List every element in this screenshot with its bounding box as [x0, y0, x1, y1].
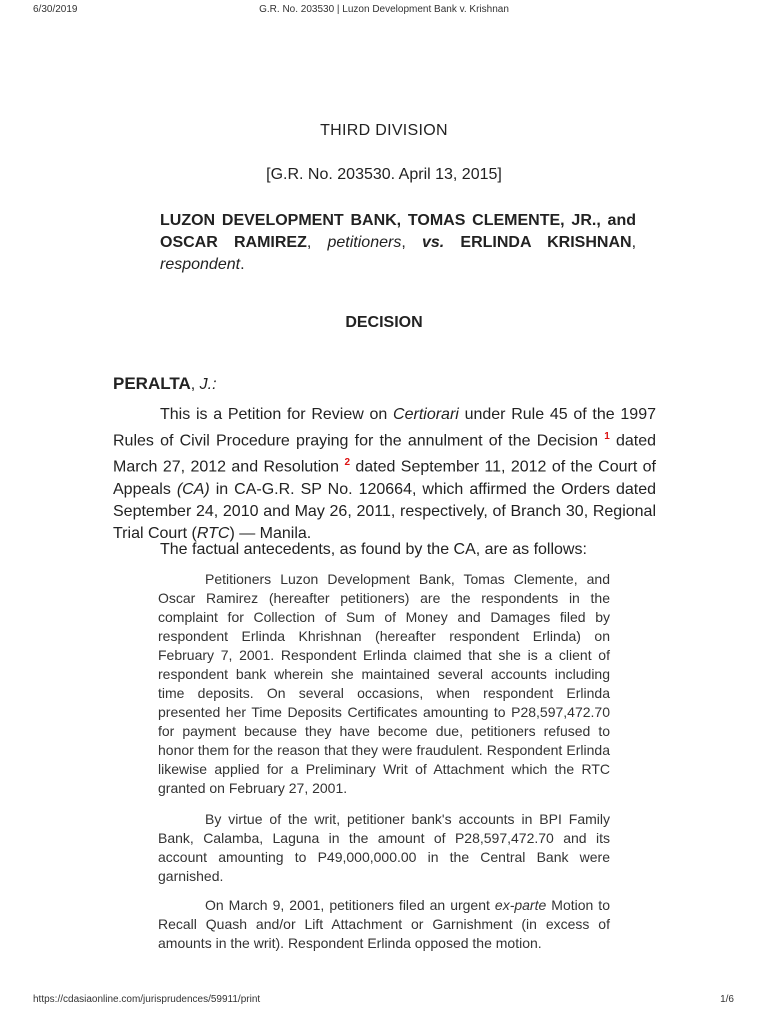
footnote-link-1[interactable]: 1 [604, 431, 610, 442]
quote-paragraph-2 [158, 810, 610, 886]
print-url[interactable]: https://cdasiaonline.com/jurisprudences/59911/print [33, 994, 261, 1005]
quote-paragraph-3 [158, 896, 610, 953]
text-run: in CA-G.R. SP No. 120664, which affirmed the Orders dated September 24, 2010 and May 26, 2011, respectively, of Branch 30, Regional Trial Court ( [113, 480, 657, 542]
text-run: On March 9, 2001, petitioners filed an urgent [205, 897, 495, 913]
text-run: (CA) [176, 480, 210, 498]
text-run: RTC [196, 524, 230, 542]
case-parties: LUZON DEVELOPMENT BANK, TOMAS CLEMENTE, JR., and OSCAR RAMIREZ, petitioners, vs. ERLINDA KRISHNAN, respondent. [160, 212, 637, 273]
text-run: dated September 11, 2012 of the Court of Appeals [113, 458, 656, 498]
opening-paragraph [113, 404, 656, 545]
page-number: 1/6 [720, 994, 734, 1005]
respondent-name: ERLINDA KRISHNAN [460, 234, 632, 251]
quote-text: Petitioners Luzon Development Bank, Tomas Clemente, and Oscar Ramirez (hereafter petitioners) are the respondents in the complaint for Collection of Sum of Money and Damages filed by respondent Erlinda Khrishnan (hereafter respondent Erlinda) on February 7, 2001. Respondent Erlinda claimed that she is a client of respondent bank wherein she maintained several accounts including time deposits. On several occasions, when respondent Erlinda presented her Time Deposits Certificates amounting to P28,597,472.70 for payment because they have become due, petitioners refused to honor them for the reason that they were fraudulent. Respondent Erlinda likewise applied for a Preliminary Writ of Attachment which the RTC granted on February 27, 2001. [158, 571, 610, 796]
print-title: G.R. No. 203530 | Luzon Development Bank v. Krishnan [259, 4, 509, 15]
text-run: dated March 27, 2012 and Resolution [113, 432, 657, 476]
case-number: [G.R. No. 203530. April 13, 2015] [266, 166, 502, 183]
quote-text: By virtue of the writ, petitioner bank's accounts in BPI Family Bank, Calamba, Laguna in the amount of P28,597,472.70 and its account amounting to P49,000,000.00 in the Central Bank were garnished. [158, 811, 610, 884]
division-heading: THIRD DIVISION [320, 122, 448, 139]
print-date: 6/30/2019 [33, 4, 78, 15]
antecedents-intro: The factual antecedents, as found by the CA, are as follows: [160, 541, 587, 558]
text-run: This is a Petition for Review on [160, 406, 394, 423]
text-run: Certiorari [393, 406, 459, 423]
ponente-title: J.: [199, 376, 217, 393]
versus-label: vs. [421, 234, 445, 251]
quote-paragraph-1 [158, 570, 610, 798]
text-run: Motion to Recall Quash and/or Lift Attachment or Garnishment (in excess of amounts in the writ). Respondent Erlinda opposed the motion. [158, 897, 610, 951]
text-run: under Rule 45 of the 1997 Rules of Civil Procedure praying for the annulment of the Decision [113, 406, 656, 450]
text-run: ) — Manila. [229, 524, 312, 542]
footnote-link-2[interactable]: 2 [344, 457, 351, 469]
decision-heading: DECISION [345, 314, 423, 331]
respondent-role: respondent [160, 256, 241, 273]
text-run: ex-parte [494, 897, 547, 913]
ponente-name: PERALTA [113, 374, 191, 393]
petitioners-role: petitioners [327, 234, 402, 251]
petitioners-names: LUZON DEVELOPMENT BANK, TOMAS CLEMENTE, JR., and OSCAR RAMIREZ [160, 212, 636, 251]
ponente: PERALTA, J.: [113, 374, 217, 393]
